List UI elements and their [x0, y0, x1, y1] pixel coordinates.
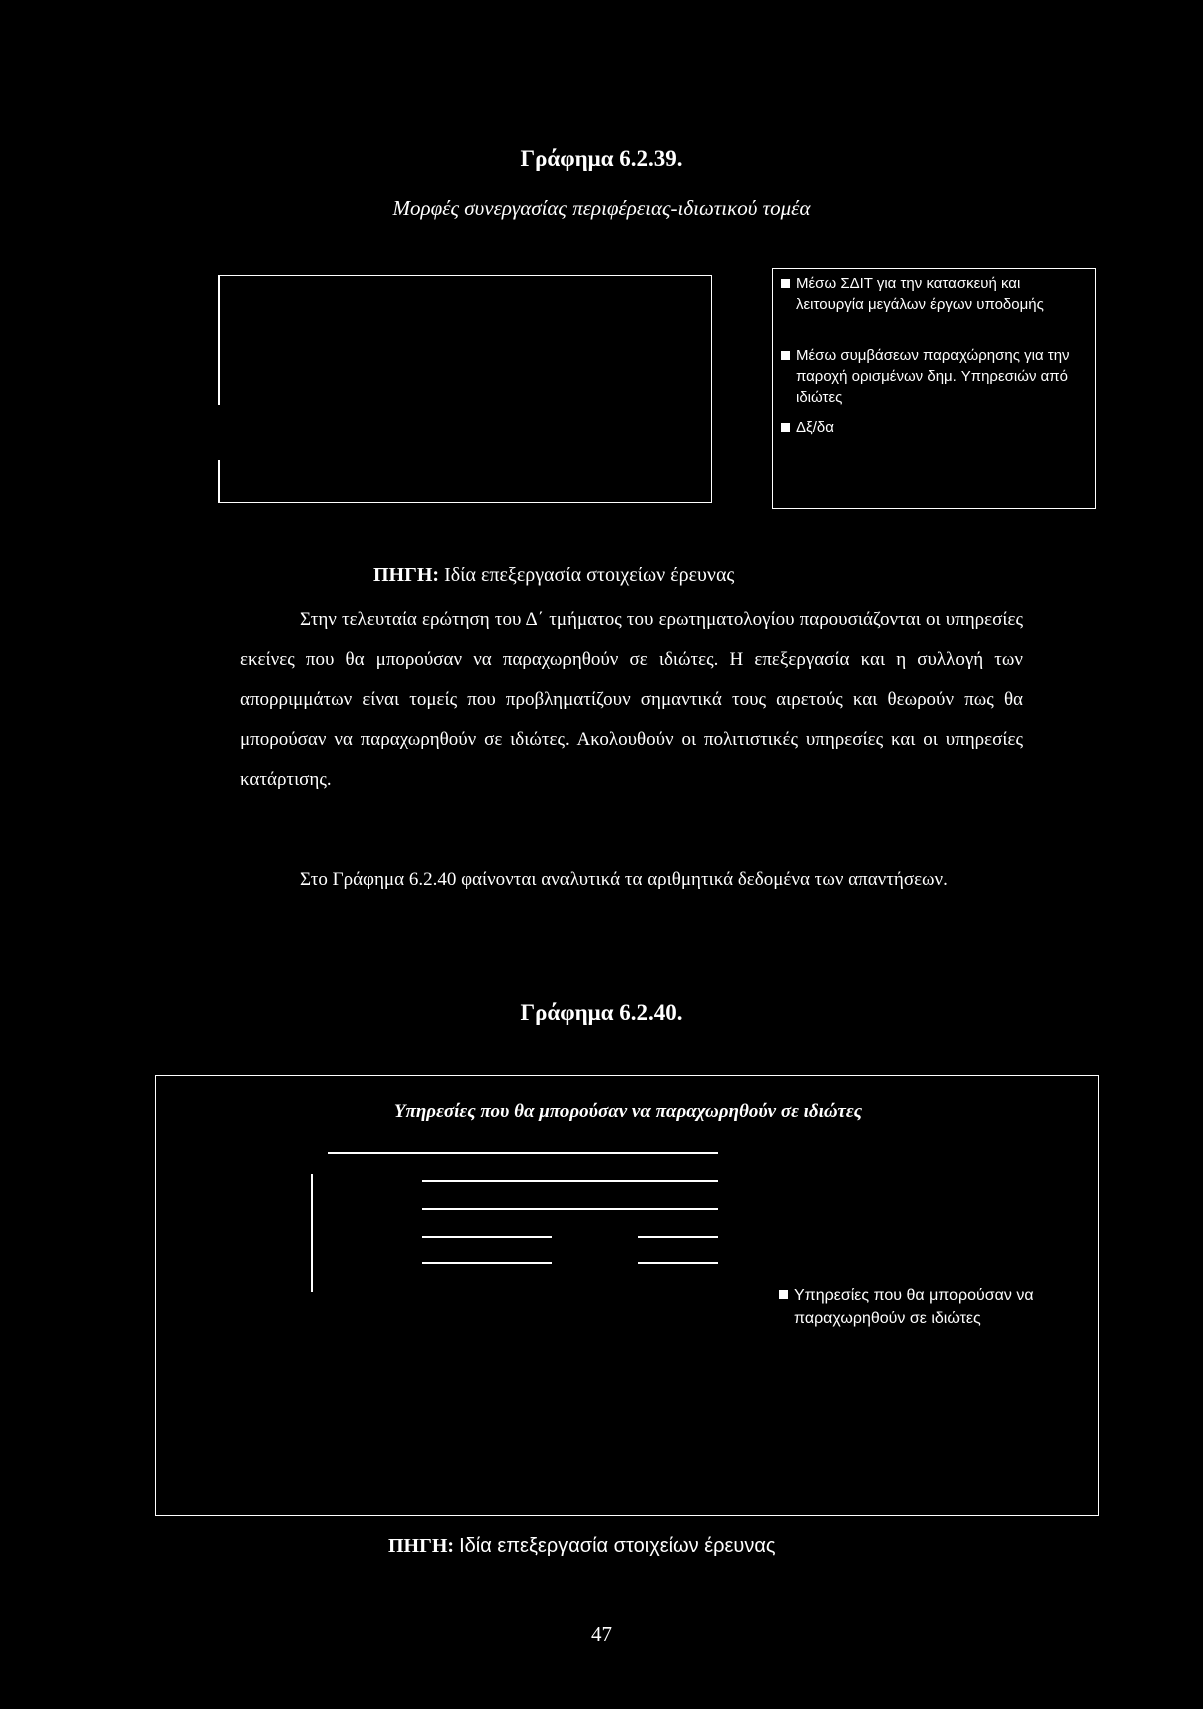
source-label: ΠΗΓΗ: — [388, 1535, 455, 1557]
chart-gridline — [422, 1180, 718, 1182]
chart-gridline — [422, 1208, 718, 1210]
legend-square-icon — [781, 351, 790, 360]
source-text: Ιδία επεξεργασία στοιχείων έρευνας — [459, 1535, 776, 1557]
figure-subtitle: Μορφές συνεργασίας περιφέρειας-ιδιωτικού τομέα — [392, 196, 811, 220]
body-paragraph: Στο Γράφημα 6.2.40 φαίνονται αναλυτικά τα αριθμητικά δεδομένα των απαντήσεων. — [300, 869, 948, 890]
chart-title: Υπηρεσίες που θα μπορούσαν να παραχωρηθούν σε ιδιώτες — [393, 1101, 863, 1122]
chart-gridline — [328, 1152, 718, 1154]
legend-item — [779, 1284, 1079, 1330]
figure-title: Γράφημα 6.2.39. — [520, 146, 683, 171]
legend-item — [781, 345, 1087, 417]
legend-item — [781, 273, 1087, 345]
chart-frame — [155, 1075, 1099, 1516]
chart-legend — [772, 268, 1096, 509]
source-text: Ιδία επεξεργασία στοιχείων έρευνας — [444, 564, 735, 586]
chart-frame-left — [218, 275, 220, 405]
body-paragraph: Στην τελευταία ερώτηση του Δ΄ τμήματος του ερωτηματολογίου παρουσιάζονται οι υπηρεσίες εκείνες που θα μπορούσαν να παραχωρηθούν σε ιδιώτες. Η επεξεργασία και η συλλογή των απορριμμάτων είναι τομείς που προβληματίζουν σημαντικά τους αιρετούς και θεωρούν πως θα μπορούσαν να παραχωρηθούν σε ιδιώτες. Ακολουθούν οι πολιτιστικές υπηρεσίες και οι υπηρεσίες κατάρτισης. — [240, 609, 1023, 790]
legend-label: Δξ/δα — [796, 419, 834, 436]
chart-gridline — [422, 1236, 552, 1238]
legend-square-icon — [781, 279, 790, 288]
legend-label: Μέσω συμβάσεων παραχώρησης για την παροχή ορισμένων δημ. Υπηρεσιών από ιδιώτες — [796, 347, 1070, 406]
figure-source — [388, 1535, 776, 1558]
chart-gridline — [638, 1236, 718, 1238]
legend-label: Μέσω ΣΔΙΤ για την κατασκευή και λειτουργία μεγάλων έργων υποδομής — [796, 275, 1044, 313]
figure-source — [373, 564, 734, 587]
legend-label: Υπηρεσίες που θα μπορούσαν να παραχωρηθούν σε ιδιώτες — [794, 1287, 1034, 1327]
figure-title: Γράφημα 6.2.40. — [520, 1000, 683, 1025]
chart-frame-left-lower — [218, 460, 220, 503]
chart-gridline — [638, 1262, 718, 1264]
legend-square-icon — [781, 423, 790, 432]
source-label: ΠΗΓΗ: — [373, 564, 440, 586]
page-number: 47 — [591, 1622, 612, 1646]
legend-square-icon — [779, 1290, 788, 1299]
chart-axis — [311, 1174, 313, 1292]
chart-gridline — [422, 1262, 552, 1264]
chart-plot-area — [218, 275, 712, 503]
legend-item — [781, 417, 1087, 438]
